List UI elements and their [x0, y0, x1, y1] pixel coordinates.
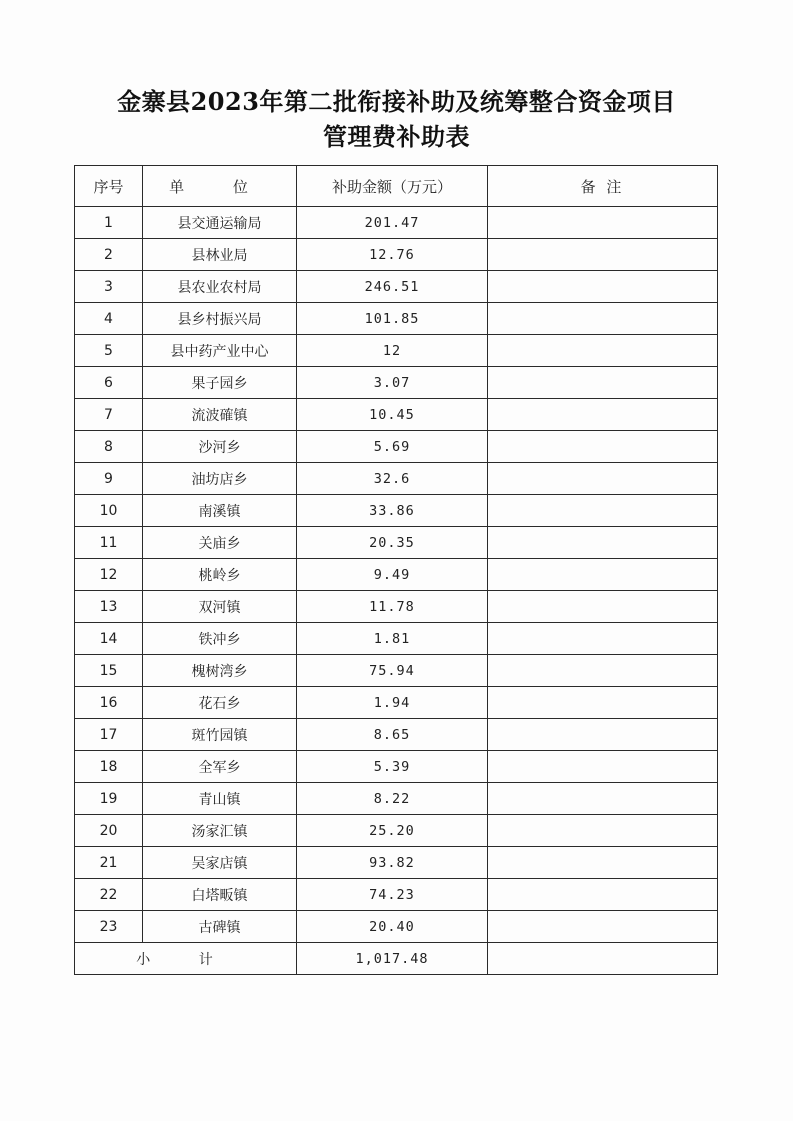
row-no-cell: 5 — [75, 335, 143, 367]
row-note-cell — [488, 783, 718, 815]
row-no-cell: 8 — [75, 431, 143, 463]
row-note-cell — [488, 399, 718, 431]
row-unit-cell: 古碑镇 — [143, 911, 297, 943]
row-amount-cell: 12.76 — [297, 239, 488, 271]
row-no-cell: 3 — [75, 271, 143, 303]
row-no-cell: 20 — [75, 815, 143, 847]
header-amount: 补助金额（万元） — [297, 166, 488, 207]
row-note-cell — [488, 847, 718, 879]
row-no-cell: 16 — [75, 687, 143, 719]
table-row — [75, 399, 718, 431]
row-amount-cell: 74.23 — [297, 879, 488, 911]
row-unit-cell: 花石乡 — [143, 687, 297, 719]
row-amount-cell: 101.85 — [297, 303, 488, 335]
row-amount-cell: 201.47 — [297, 207, 488, 239]
total-row — [75, 943, 718, 975]
table-row — [75, 591, 718, 623]
table-row — [75, 335, 718, 367]
document-title — [0, 84, 793, 154]
row-amount-cell: 20.35 — [297, 527, 488, 559]
row-note-cell — [488, 271, 718, 303]
row-note-cell — [488, 367, 718, 399]
table-row — [75, 879, 718, 911]
row-note-cell — [488, 527, 718, 559]
row-note-cell — [488, 879, 718, 911]
row-unit-cell: 双河镇 — [143, 591, 297, 623]
title-line-2: 管理费补助表 — [323, 122, 470, 151]
row-no-cell: 12 — [75, 559, 143, 591]
row-no-cell: 7 — [75, 399, 143, 431]
row-amount-cell: 8.22 — [297, 783, 488, 815]
row-no-cell: 10 — [75, 495, 143, 527]
row-note-cell — [488, 207, 718, 239]
row-no-cell: 11 — [75, 527, 143, 559]
table-row — [75, 239, 718, 271]
row-amount-cell: 75.94 — [297, 655, 488, 687]
row-amount-cell: 3.07 — [297, 367, 488, 399]
row-no-cell: 22 — [75, 879, 143, 911]
row-no-cell: 19 — [75, 783, 143, 815]
table-row — [75, 687, 718, 719]
row-unit-cell: 县乡村振兴局 — [143, 303, 297, 335]
row-note-cell — [488, 591, 718, 623]
row-note-cell — [488, 431, 718, 463]
row-note-cell — [488, 495, 718, 527]
row-note-cell — [488, 239, 718, 271]
row-unit-cell: 南溪镇 — [143, 495, 297, 527]
table-row — [75, 847, 718, 879]
row-unit-cell: 全军乡 — [143, 751, 297, 783]
total-note — [488, 943, 718, 975]
header-unit: 单 位 — [143, 166, 297, 207]
row-amount-cell: 20.40 — [297, 911, 488, 943]
row-unit-cell: 县林业局 — [143, 239, 297, 271]
header-row — [75, 166, 718, 207]
row-note-cell — [488, 623, 718, 655]
title-line-1: 金寨县2023年第二批衔接补助及统筹整合资金项目 — [117, 87, 676, 116]
row-amount-cell: 25.20 — [297, 815, 488, 847]
row-no-cell: 18 — [75, 751, 143, 783]
table-row — [75, 463, 718, 495]
row-no-cell: 13 — [75, 591, 143, 623]
row-amount-cell: 1.81 — [297, 623, 488, 655]
row-no-cell: 9 — [75, 463, 143, 495]
row-note-cell — [488, 463, 718, 495]
row-note-cell — [488, 303, 718, 335]
row-unit-cell: 斑竹园镇 — [143, 719, 297, 751]
table-row — [75, 367, 718, 399]
row-amount-cell: 12 — [297, 335, 488, 367]
table-row — [75, 431, 718, 463]
row-unit-cell: 县交通运输局 — [143, 207, 297, 239]
table-header — [75, 166, 718, 207]
row-unit-cell: 油坊店乡 — [143, 463, 297, 495]
row-no-cell: 15 — [75, 655, 143, 687]
row-no-cell: 21 — [75, 847, 143, 879]
table-row — [75, 751, 718, 783]
table-footer — [75, 943, 718, 975]
row-no-cell: 17 — [75, 719, 143, 751]
table-row — [75, 559, 718, 591]
header-no: 序号 — [75, 166, 143, 207]
row-amount-cell: 32.6 — [297, 463, 488, 495]
row-unit-cell: 县农业农村局 — [143, 271, 297, 303]
table-row — [75, 623, 718, 655]
table-row — [75, 303, 718, 335]
row-no-cell: 23 — [75, 911, 143, 943]
table-row — [75, 271, 718, 303]
row-no-cell: 1 — [75, 207, 143, 239]
row-unit-cell: 关庙乡 — [143, 527, 297, 559]
table-row — [75, 783, 718, 815]
row-amount-cell: 1.94 — [297, 687, 488, 719]
row-note-cell — [488, 335, 718, 367]
row-amount-cell: 8.65 — [297, 719, 488, 751]
total-label: 小 计 — [75, 943, 297, 975]
row-note-cell — [488, 719, 718, 751]
row-unit-cell: 槐树湾乡 — [143, 655, 297, 687]
table-row — [75, 495, 718, 527]
row-unit-cell: 吴家店镇 — [143, 847, 297, 879]
row-no-cell: 6 — [75, 367, 143, 399]
row-amount-cell: 11.78 — [297, 591, 488, 623]
row-unit-cell: 县中药产业中心 — [143, 335, 297, 367]
row-note-cell — [488, 655, 718, 687]
row-unit-cell: 汤家汇镇 — [143, 815, 297, 847]
row-unit-cell: 铁冲乡 — [143, 623, 297, 655]
row-unit-cell: 青山镇 — [143, 783, 297, 815]
table-row — [75, 911, 718, 943]
table-body — [75, 207, 718, 943]
row-amount-cell: 246.51 — [297, 271, 488, 303]
row-unit-cell: 沙河乡 — [143, 431, 297, 463]
table-row — [75, 815, 718, 847]
table-row — [75, 207, 718, 239]
row-amount-cell: 5.69 — [297, 431, 488, 463]
row-note-cell — [488, 815, 718, 847]
row-note-cell — [488, 559, 718, 591]
row-unit-cell: 桃岭乡 — [143, 559, 297, 591]
row-note-cell — [488, 687, 718, 719]
row-amount-cell: 10.45 — [297, 399, 488, 431]
row-unit-cell: 流波確镇 — [143, 399, 297, 431]
row-amount-cell: 93.82 — [297, 847, 488, 879]
table-row — [75, 527, 718, 559]
row-unit-cell: 果子园乡 — [143, 367, 297, 399]
table-row — [75, 719, 718, 751]
row-note-cell — [488, 751, 718, 783]
row-no-cell: 2 — [75, 239, 143, 271]
table-row — [75, 655, 718, 687]
row-unit-cell: 白塔畈镇 — [143, 879, 297, 911]
row-amount-cell: 5.39 — [297, 751, 488, 783]
row-no-cell: 4 — [75, 303, 143, 335]
total-amount: 1,017.48 — [297, 943, 488, 975]
row-amount-cell: 33.86 — [297, 495, 488, 527]
row-note-cell — [488, 911, 718, 943]
row-amount-cell: 9.49 — [297, 559, 488, 591]
row-no-cell: 14 — [75, 623, 143, 655]
subsidy-table — [74, 165, 718, 975]
header-note: 备 注 — [488, 166, 718, 207]
